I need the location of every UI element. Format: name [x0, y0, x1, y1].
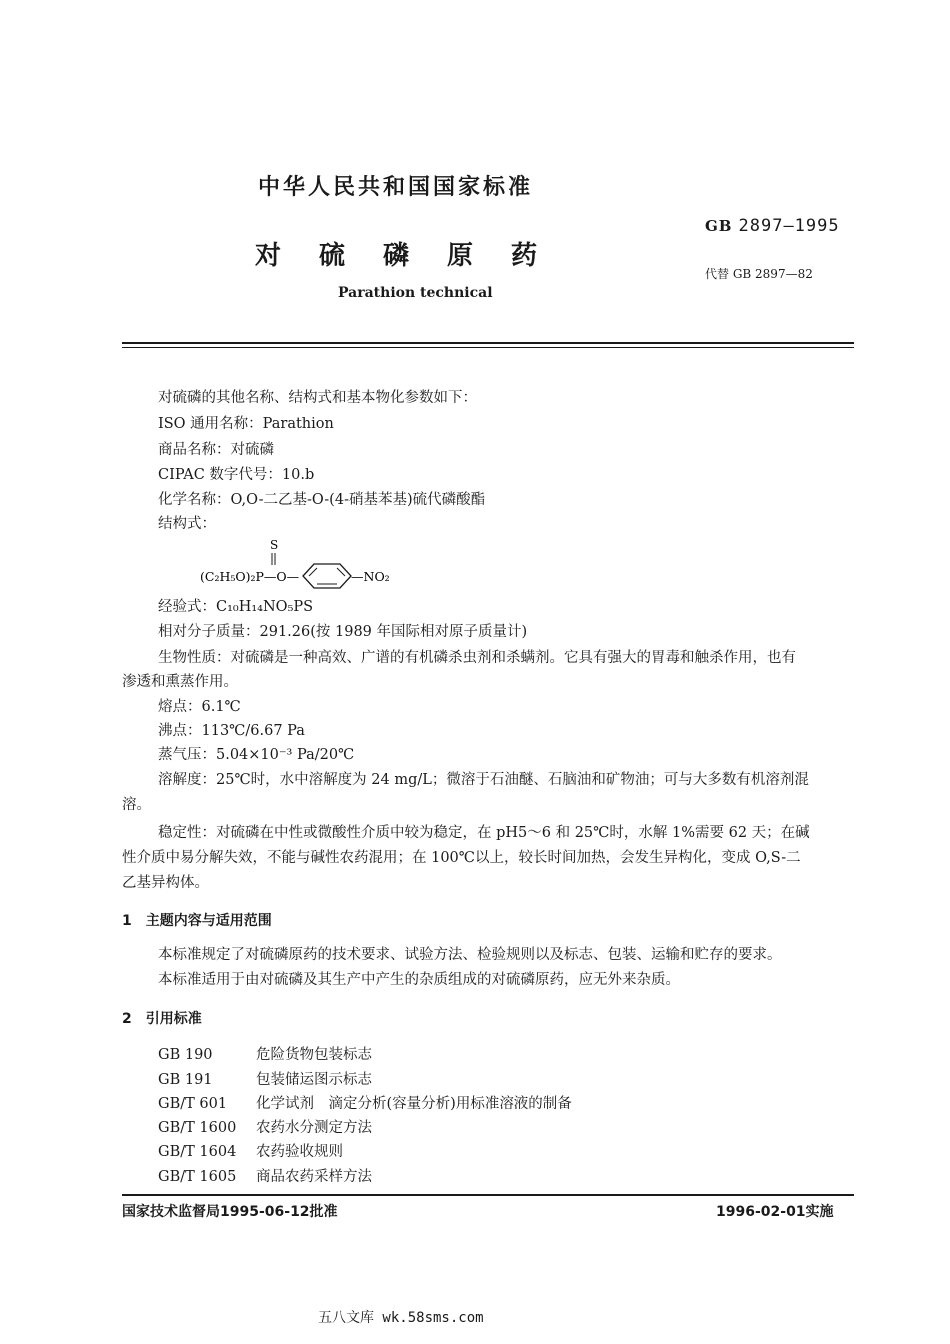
reference-code: GB/T 1605 [158, 1169, 237, 1185]
structural-formula-drawing [200, 535, 430, 597]
melting-point: 熔点：6.1℃ [158, 699, 241, 715]
title-english: Parathion technical [338, 285, 493, 301]
section1-heading: 1 主题内容与适用范围 [122, 913, 272, 929]
section1-para2: 本标准适用于由对硫磷及其生产中产生的杂质组成的对硫磷原药，应无外来杂质。 [158, 972, 680, 988]
reference-item [158, 1118, 372, 1138]
reference-item [158, 1167, 372, 1187]
reference-item [158, 1142, 343, 1162]
reference-title: 危险货物包装标志 [256, 1047, 372, 1063]
replaces-standard: 代替 GB 2897—82 [705, 267, 813, 281]
reference-item [158, 1094, 572, 1114]
reference-item [158, 1045, 372, 1065]
stability-line2: 性介质中易分解失效，不能与碱性农药混用；在 100℃以上，较长时间加热，会发生异构化，变成 O,S-二 [122, 850, 801, 866]
site-watermark: 五八文库 wk.58sms.com [318, 1310, 484, 1326]
reference-code: GB 190 [158, 1047, 213, 1063]
reference-code: GB/T 1604 [158, 1144, 237, 1160]
reference-title: 农药水分测定方法 [256, 1120, 372, 1136]
header-rule-thin [122, 347, 854, 348]
reference-title: 商品农药采样方法 [256, 1169, 372, 1185]
intro-lead: 对硫磷的其他名称、结构式和基本物化参数如下： [158, 390, 477, 406]
solubility-line2: 溶。 [122, 797, 151, 813]
formula-nitro-group: —NO₂ [351, 569, 390, 584]
title-chinese: 对硫磷原药 [255, 241, 576, 271]
cipac-code: CIPAC 数字代号：10.b [158, 467, 315, 483]
benzene-inner-bond-b [337, 568, 345, 576]
section2-heading: 2 引用标准 [122, 1011, 202, 1027]
molecular-mass: 相对分子质量：291.26(按 1989 年国际相对原子质量计) [158, 624, 528, 640]
stability-line1: 稳定性：对硫磷在中性或微酸性介质中较为稳定，在 pH5～6 和 25℃时，水解 1%需要 62 天；在碱 [158, 825, 810, 841]
reference-title: 化学试剂 滴定分析(容量分析)用标准溶液的制备 [256, 1096, 572, 1112]
bio-properties-line2: 渗透和熏蒸作用。 [122, 674, 238, 690]
reference-title: 农药验收规则 [256, 1144, 343, 1160]
sulfur-atom: S [270, 538, 279, 552]
formula-left-group: (C₂H₅O)₂P—O— [200, 569, 300, 584]
effective-date: 1996-02-01实施 [716, 1204, 834, 1220]
reference-code: GB/T 1600 [158, 1120, 237, 1136]
standard-prefix: GB [705, 217, 733, 235]
iso-name: ISO 通用名称：Parathion [158, 416, 334, 432]
reference-code: GB 191 [158, 1072, 213, 1088]
section1-para1: 本标准规定了对硫磷原药的技术要求、试验方法、检验规则以及标志、包装、运输和贮存的要求。 [158, 947, 782, 963]
empirical-formula: 经验式：C₁₀H₁₄NO₅PS [158, 599, 314, 615]
solubility-line1: 溶解度：25℃时，水中溶解度为 24 mg/L；微溶于石油醚、石脑油和矿物油；可与大多数有机溶剂混 [158, 772, 809, 788]
bio-properties-line1: 生物性质：对硫磷是一种高效、广谱的有机磷杀虫剂和杀螨剂。它具有强大的胃毒和触杀作用，也有 [158, 650, 796, 666]
standard-number-value: 2897—1995 [738, 216, 840, 236]
stability-line3: 乙基异构体。 [122, 875, 209, 891]
issuing-body: 中华人民共和国国家标准 [258, 175, 534, 200]
footer-rule [122, 1194, 854, 1196]
structural-formula [200, 535, 430, 597]
trade-name: 商品名称：对硫磷 [158, 442, 274, 458]
boiling-point: 沸点：113℃/6.67 Pa [158, 723, 305, 739]
reference-item [158, 1070, 372, 1090]
header-rule-thick [122, 342, 854, 344]
structure-label: 结构式： [158, 516, 216, 532]
reference-title: 包装储运图示标志 [256, 1072, 372, 1088]
approval-date: 国家技术监督局1995-06-12批准 [122, 1204, 338, 1220]
vapor-pressure: 蒸气压：5.04×10⁻³ Pa/20℃ [158, 747, 355, 763]
benzene-inner-bond-a [309, 568, 317, 576]
reference-code: GB/T 601 [158, 1096, 228, 1112]
standard-number [705, 216, 840, 236]
chemical-name: 化学名称：O,O-二乙基-O-(4-硝基苯基)硫代磷酸酯 [158, 492, 486, 508]
